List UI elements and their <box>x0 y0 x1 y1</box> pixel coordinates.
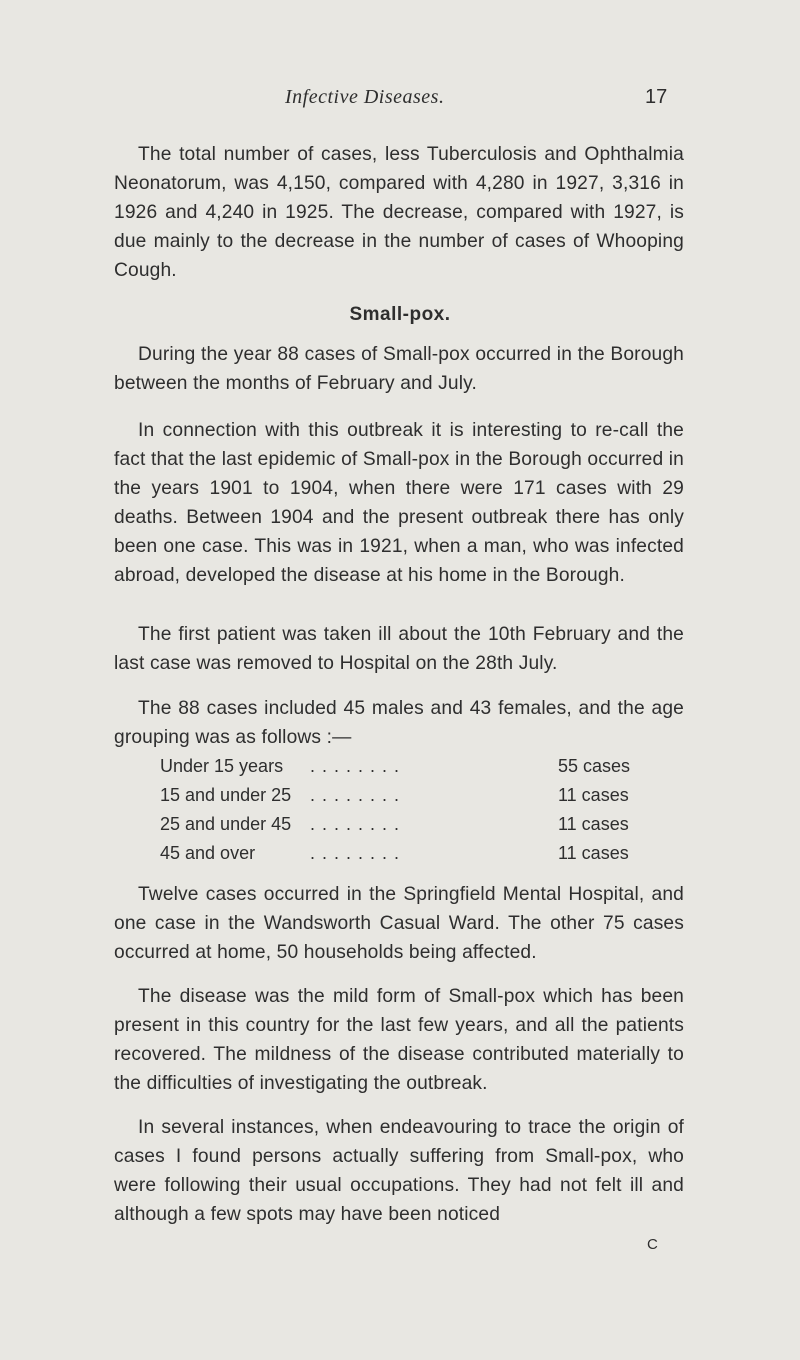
intro-paragraph: The total number of cases, less Tuberculosis and Ophthalmia Neonatorum, was 4,150, compared with 4,280 in 1927, 3,316 in 1926 and 4,240 in 1925. The decrease, compared with 1927, is due mainly to the decrease in the number of cases of Whooping Cough. <box>114 144 684 281</box>
paragraph-age-grouping-intro: The 88 cases included 45 males and 43 females, and the age grouping was as follows :— <box>114 698 684 748</box>
paragraph-tracing-cases: In several instances, when endeavouring to trace the origin of cases I found persons actually suffering from Small-pox, who were following their usual occupations. They had not felt ill and although a few spots may have been noticed <box>114 1117 684 1225</box>
paragraph-cases-count: During the year 88 cases of Small-pox occurred in the Borough between the months of February and July. <box>114 344 684 394</box>
paragraph-first-patient: The first patient was taken ill about the 10th February and the last case was removed to Hospital on the 28th July. <box>114 624 684 674</box>
page-number: 17 <box>645 86 668 108</box>
age-row-leader-dots: . . . . . . . . <box>310 814 401 834</box>
age-row <box>160 756 680 785</box>
age-row-label: 45 and over <box>160 843 256 863</box>
paragraph-previous-epidemic: In connection with this outbreak it is interesting to re-call the fact that the last epidemic of Small-pox in the Borough occurred in the years 1901 to 1904, when there were 171 cases with 29 deaths. Between 1904 and the present outbreak there has only been one case. This was in 1921, when a man, who was infected abroad, developed the disease at his home in the Borough. <box>114 420 684 586</box>
running-header <box>0 86 800 116</box>
age-grouping-table <box>160 756 680 872</box>
age-row-leader-dots: . . . . . . . . <box>310 843 401 863</box>
section-heading: Small-pox. <box>349 304 451 325</box>
paragraph-mild-form: The disease was the mild form of Small-pox which has been present in this country for the last few years, and all the patients recovered. The mildness of the disease contributed materially to the difficulties of investigating the outbreak. <box>114 986 684 1094</box>
age-row-value: 11 cases <box>558 785 629 805</box>
age-row <box>160 814 680 843</box>
age-row-value: 55 cases <box>558 756 631 776</box>
paragraph-locations: Twelve cases occurred in the Springfield Mental Hospital, and one case in the Wandsworth Casual Ward. The other 75 cases occurred at home, 50 households being affected. <box>114 884 684 963</box>
age-row-value: 11 cases <box>558 843 629 863</box>
age-row <box>160 785 680 814</box>
age-row-label: Under 15 years <box>160 756 284 776</box>
age-row-leader-dots: . . . . . . . . <box>310 756 401 776</box>
signature-mark: C <box>647 1236 658 1253</box>
running-title: Infective Diseases. <box>285 86 445 108</box>
age-row <box>160 843 680 872</box>
age-row-leader-dots: . . . . . . . . <box>310 785 401 805</box>
age-row-label: 15 and under 25 <box>160 785 292 805</box>
age-row-value: 11 cases <box>558 814 629 834</box>
age-row-label: 25 and under 45 <box>160 814 292 834</box>
